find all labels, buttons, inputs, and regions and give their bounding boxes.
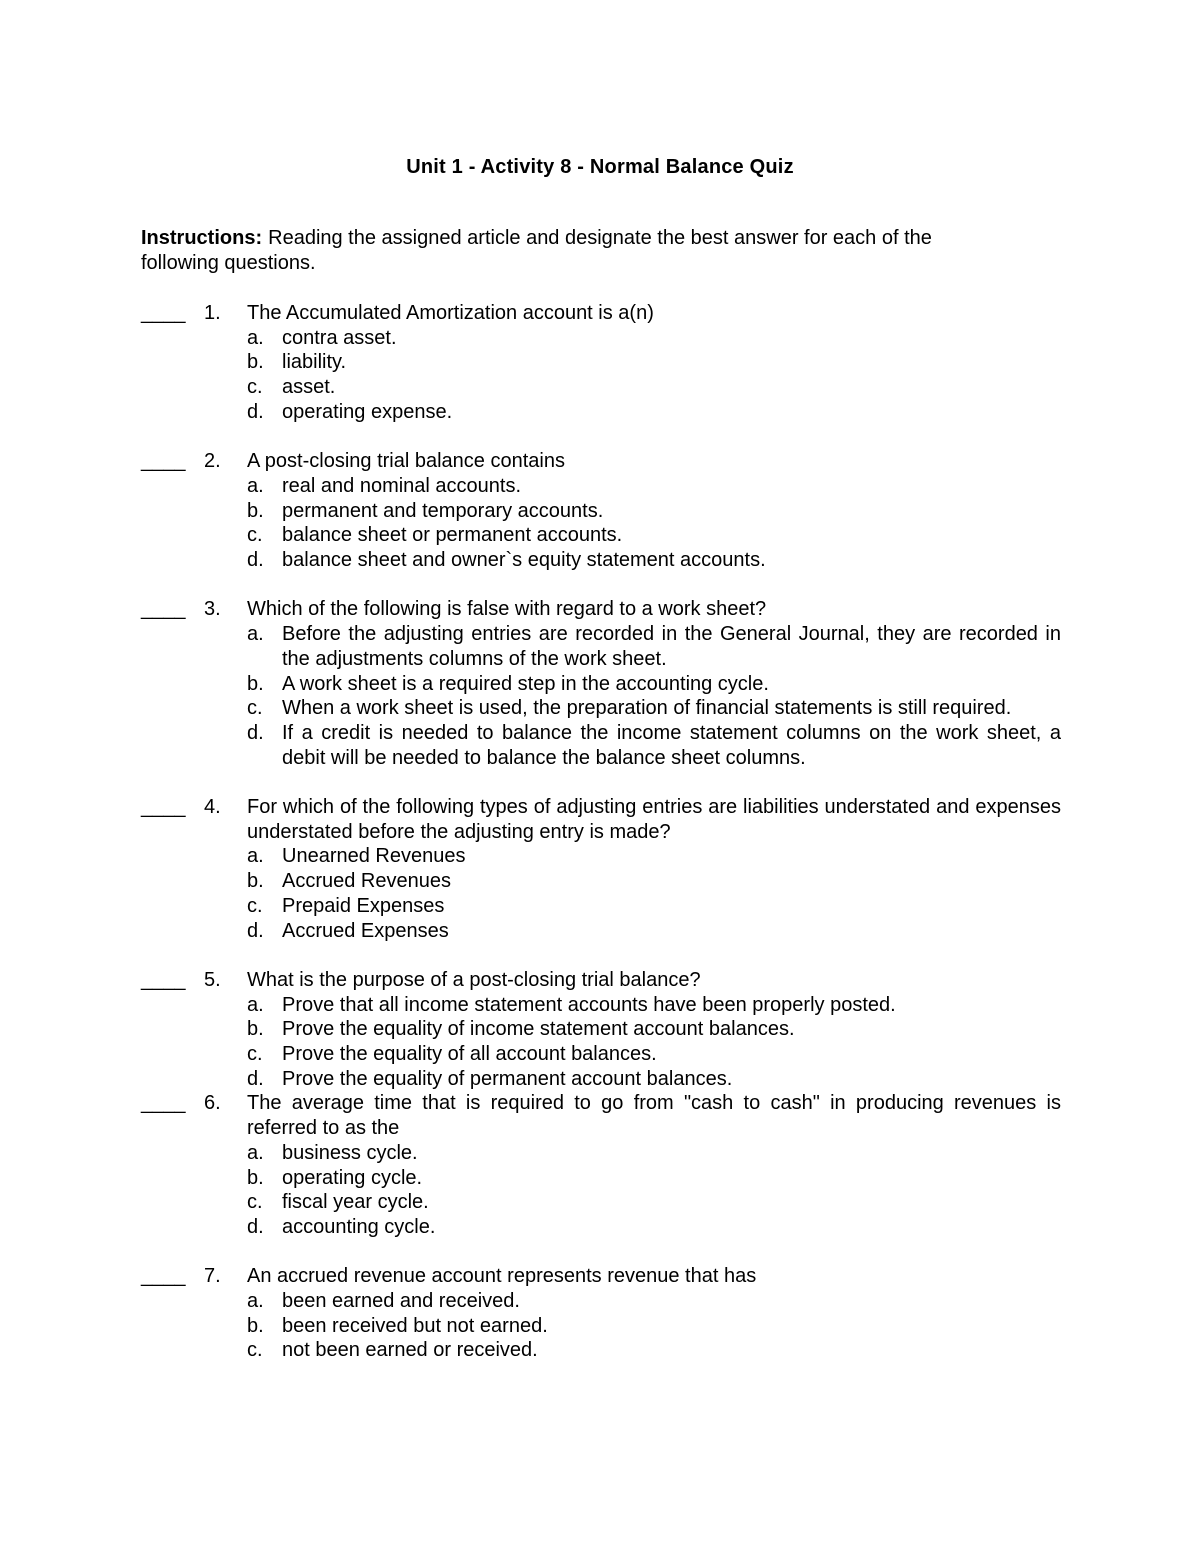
option-text: permanent and temporary accounts. [282,499,604,522]
option-text: Accrued Revenues [282,870,451,893]
option-letter: b. [247,1166,264,1189]
option-a [141,326,1061,351]
option-letter: d. [247,1215,264,1238]
instructions-label: Instructions: [141,227,263,249]
page-title: Unit 1 - Activity 8 - Normal Balance Quiz [406,156,794,178]
option-d [141,400,1061,425]
option-letter: a. [247,845,264,868]
option-text: Prepaid Expenses [282,894,445,917]
option-a [141,1289,1061,1314]
question-text: What is the purpose of a post-closing trial balance? [247,968,701,991]
answer-blank[interactable]: ____ [141,302,186,324]
answer-blank[interactable]: ____ [141,968,186,991]
option-b [141,672,1061,697]
option-text: Prove the equality of permanent account balances. [282,1067,733,1090]
option-letter: a. [247,1290,264,1313]
answer-blank[interactable]: ____ [141,1265,186,1288]
option-letter: c. [247,697,263,720]
option-letter: b. [247,351,264,374]
option-letter: a. [247,474,264,497]
option-b [141,499,1061,524]
option-d [141,548,1061,573]
option-letter: b. [247,1018,264,1041]
option-letter: b. [247,1314,264,1337]
option-letter: a. [247,623,264,646]
option-text: not been earned or received. [282,1339,538,1362]
question-text: Which of the following is false with regard to a work sheet? [247,598,767,621]
question-6-stem [141,1091,1061,1140]
option-text: business cycle. [282,1141,418,1164]
question-3-stem [141,597,1061,622]
question-2 [141,449,1061,573]
answer-blank[interactable]: ____ [141,796,186,819]
answer-blank[interactable]: ____ [141,450,186,473]
question-7 [141,1264,1061,1363]
question-5-stem [141,968,1061,993]
option-a [141,1141,1061,1166]
option-c [141,1042,1061,1067]
question-number: 4. [204,796,221,819]
question-2-stem [141,449,1061,474]
question-number: 3. [204,598,221,621]
option-text: A work sheet is a required step in the accounting cycle. [282,672,769,695]
question-text: The Accumulated Amortization account is a(n) [247,302,654,324]
option-c [141,1338,1061,1363]
option-text: been earned and received. [282,1290,520,1313]
option-text: been received but not earned. [282,1314,548,1337]
question-1 [141,301,1061,425]
option-text: Accrued Expenses [282,919,449,942]
question-list [141,301,1061,1363]
option-letter: b. [247,870,264,893]
option-c [141,1190,1061,1215]
question-text: The average time that is required to go from "cash to cash" in producing revenues is referred to as the [247,1092,1061,1140]
option-text: Before the adjusting entries are recorded in the General Journal, they are recorded in the adjustments columns of the work sheet. [282,623,1061,670]
option-text: Prove the equality of all account balances. [282,1043,657,1066]
answer-blank[interactable]: ____ [141,598,186,621]
option-text: Prove that all income statement accounts have been properly posted. [282,993,896,1016]
option-letter: d. [247,549,264,572]
option-b [141,1166,1061,1191]
option-text: operating cycle. [282,1166,423,1189]
option-text: fiscal year cycle. [282,1191,429,1214]
option-c [141,894,1061,919]
question-number: 6. [204,1092,221,1115]
question-text: A post-closing trial balance contains [247,450,565,473]
question-6 [141,1091,1061,1239]
instructions [141,226,1011,276]
option-letter: d. [247,1067,264,1090]
option-d [141,1067,1061,1092]
option-letter: a. [247,1141,264,1164]
option-text: When a work sheet is used, the preparation of financial statements is still required. [282,697,1012,720]
question-3 [141,597,1061,770]
question-text: For which of the following types of adjusting entries are liabilities understated and expenses understated before the adjusting entry is made? [247,796,1061,843]
option-text: If a credit is needed to balance the income statement columns on the work sheet, a debit will be needed to balance the balance sheet columns. [282,721,1061,769]
option-letter: c. [247,1043,263,1066]
question-number: 2. [204,450,221,473]
option-b [141,1314,1061,1339]
option-a [141,844,1061,869]
option-text: real and nominal accounts. [282,474,522,497]
option-letter: c. [247,376,263,399]
option-text: asset. [282,376,336,399]
option-a [141,993,1061,1018]
option-b [141,869,1061,894]
option-text: balance sheet and owner`s equity statement accounts. [282,549,766,572]
option-letter: c. [247,894,263,917]
question-4 [141,795,1061,943]
option-letter: d. [247,400,264,423]
option-letter: c. [247,524,263,547]
option-a [141,474,1061,499]
option-d [141,919,1061,944]
option-letter: c. [247,1339,263,1362]
option-b [141,1017,1061,1042]
question-number: 7. [204,1265,221,1288]
option-a [141,622,1061,671]
question-number: 1. [204,302,221,324]
option-text: Unearned Revenues [282,845,466,868]
option-text: accounting cycle. [282,1215,436,1238]
option-d [141,721,1061,770]
question-1-stem [141,301,1061,326]
option-c [141,696,1061,721]
option-text: Prove the equality of income statement account balances. [282,1018,795,1041]
option-b [141,350,1061,375]
question-5 [141,968,1061,1092]
option-c [141,523,1061,548]
option-text: liability. [282,351,347,374]
question-text: An accrued revenue account represents revenue that has [247,1265,757,1288]
answer-blank[interactable]: ____ [141,1092,186,1115]
instructions-text: Reading the assigned article and designate the best answer for each of the following questions. [141,227,932,274]
option-text: operating expense. [282,400,453,423]
option-letter: b. [247,672,264,695]
option-c [141,375,1061,400]
option-letter: a. [247,993,264,1016]
option-letter: a. [247,326,264,349]
option-text: contra asset. [282,326,397,349]
question-4-stem [141,795,1061,844]
question-number: 5. [204,968,221,991]
option-text: balance sheet or permanent accounts. [282,524,623,547]
option-letter: b. [247,499,264,522]
option-letter: d. [247,919,264,942]
option-d [141,1215,1061,1240]
question-7-stem [141,1264,1061,1289]
option-letter: d. [247,721,264,744]
option-letter: c. [247,1191,263,1214]
